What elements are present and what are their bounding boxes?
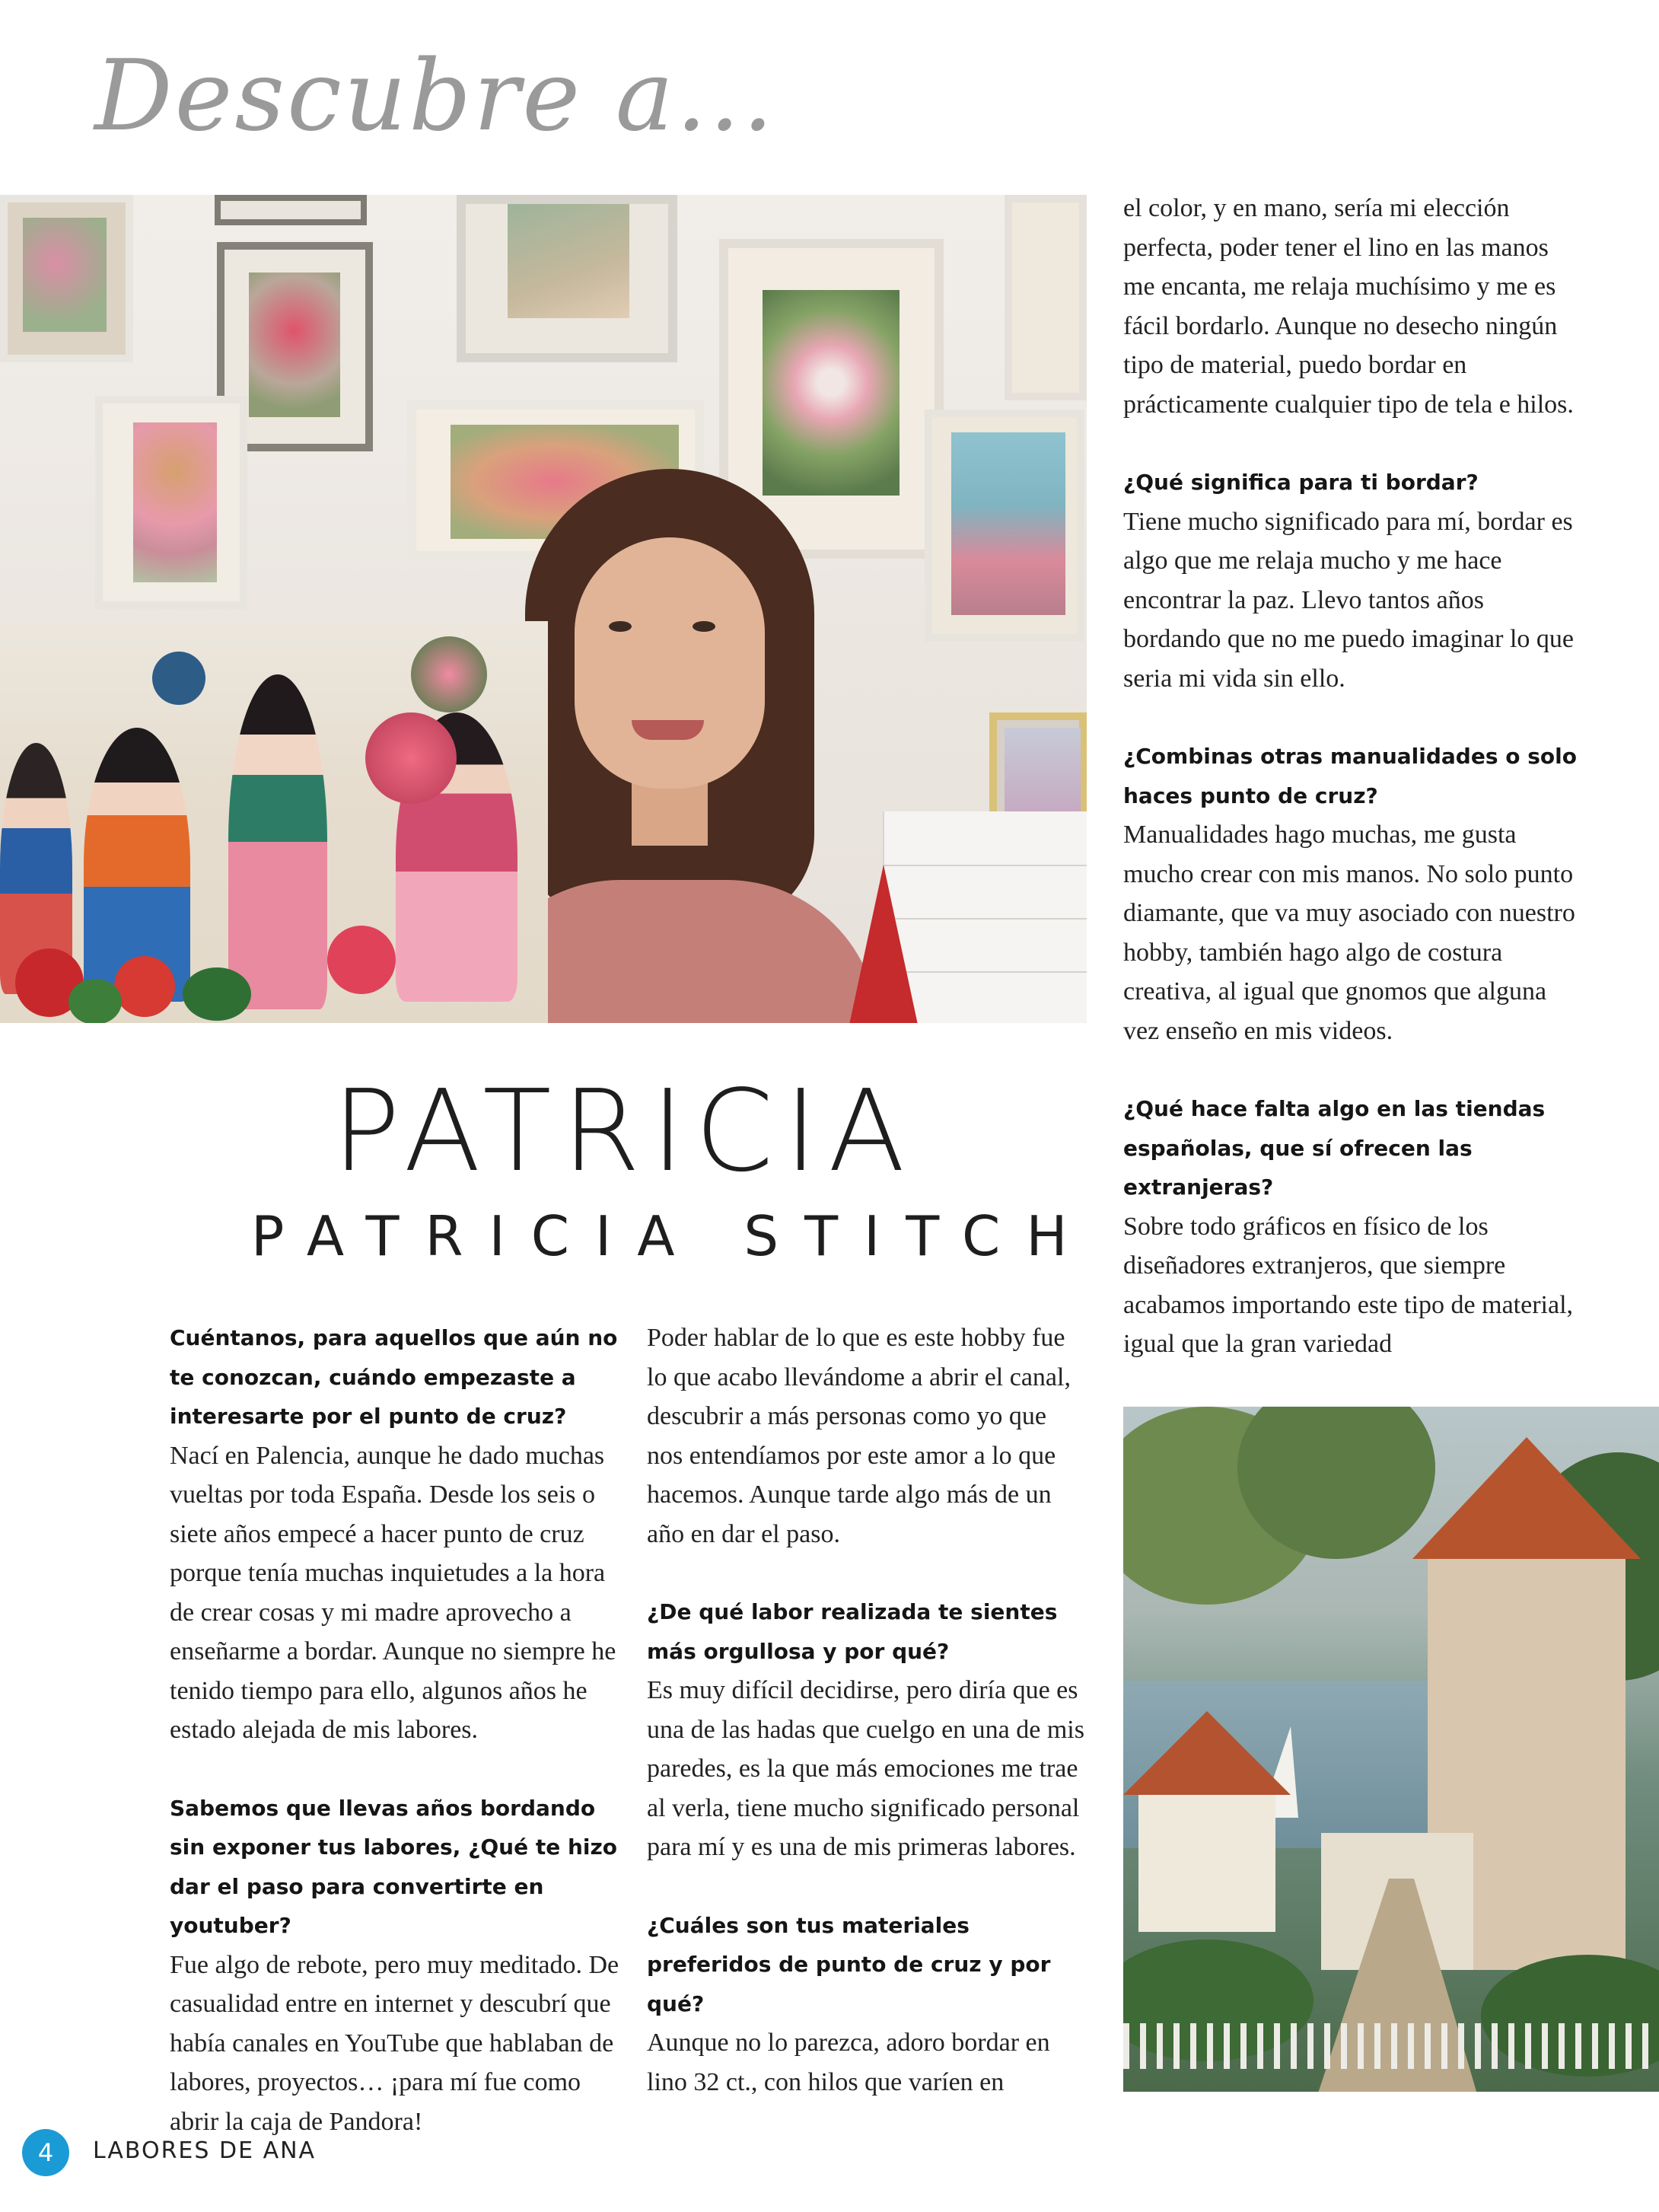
text-column-2 xyxy=(647,1318,1088,2140)
answer: Fue algo de rebote, pero muy meditado. De casualidad entre en internet y descubrí que había canales en YouTube que hablaban de labores, proyectos… ¡para mí fue como abrir la caja de Pandora! xyxy=(170,1950,619,2136)
gazebo xyxy=(1138,1795,1275,1932)
interview-block xyxy=(1123,189,1580,424)
interview-block xyxy=(170,1318,626,1750)
question: Cuéntanos, para aquellos que aún no te conozcan, cuándo empezaste a interesarte por el punto de cruz? xyxy=(170,1325,618,1429)
eye xyxy=(609,621,632,632)
interview-block xyxy=(647,1318,1088,1554)
eye xyxy=(693,621,715,632)
interview-block xyxy=(1123,1089,1580,1364)
framed-embroidery xyxy=(925,410,1084,642)
interview-block xyxy=(647,1592,1088,1867)
framed-embroidery xyxy=(215,195,367,225)
house-roof xyxy=(1412,1437,1641,1559)
text-column-1 xyxy=(170,1318,626,2180)
question: ¿Qué hace falta algo en las tiendas españolas, que sí ofrecen las extranjeras? xyxy=(1123,1096,1546,1200)
house-embroidery-photo xyxy=(1123,1407,1659,2092)
framed-embroidery xyxy=(0,195,133,362)
framed-embroidery xyxy=(95,396,247,609)
answer: Nací en Palencia, aunque he dado muchas vueltas por toda España. Desde los seis o siete años empecé a hacer punto de cruz porque tenía muchas inquietudes a la hora de crear cosas y mi madre aprovecho a enseñarme a bordar. Aunque no siempre he tenido tiempo para ello, algunos años he estado alejada de mis labores. xyxy=(170,1441,616,1744)
section-header: Descubre a... xyxy=(94,40,776,153)
question: ¿De qué labor realizada te sientes más orgullosa y por qué? xyxy=(647,1599,1058,1664)
framed-embroidery xyxy=(1005,195,1087,400)
mouth xyxy=(632,720,704,740)
question: Sabemos que llevas años bordando sin exponer tus labores, ¿Qué te hizo dar el paso para convertirte en youtuber? xyxy=(170,1795,618,1938)
answer-continued: Poder hablar de lo que es este hobby fue lo que acabo llevándome a abrir el canal, descubrir a más personas como yo que nos entendíamos por este amor a lo que hacemos. Aunque tarde algo más de un año en dar el paso. xyxy=(647,1324,1071,1548)
question: ¿Qué significa para ti bordar? xyxy=(1123,470,1479,495)
picket-fence xyxy=(1123,2023,1659,2069)
page-number-badge: 4 xyxy=(22,2129,69,2176)
question: ¿Combinas otras manualidades o solo haces punto de cruz? xyxy=(1123,744,1577,808)
text-column-3 xyxy=(1123,189,1580,1403)
gnome-figure xyxy=(849,865,918,1023)
magazine-name: LABORES DE ANA xyxy=(93,2137,317,2164)
answer-continued: el color, y en mano, sería mi elección perfecta, poder tener el lino en las manos me encanta, me relaja muchísimo y me es fácil bordarlo. Aunque no desecho ningún tipo de material, puedo bordar en prácticamente cualquier tipo de tela e hilos. xyxy=(1123,194,1574,419)
interview-block xyxy=(1123,463,1580,698)
gazebo-roof xyxy=(1123,1711,1291,1795)
geisha-embroidery xyxy=(0,621,548,1023)
answer: Aunque no lo parezca, adoro bordar en lino 32 ct., con hilos que varíen en xyxy=(647,2029,1050,2096)
profile-channel: PATRICIA STITCH xyxy=(251,1204,1094,1268)
portrait-photo xyxy=(0,195,1087,1023)
person-face xyxy=(575,537,765,789)
profile-name: PATRICIA xyxy=(332,1066,916,1197)
framed-embroidery xyxy=(457,195,677,362)
interview-block xyxy=(170,1789,626,2142)
answer: Sobre todo gráficos en físico de los diseñadores extranjeros, que siempre acabamos importando este tipo de material, igual que la gran variedad xyxy=(1123,1212,1574,1358)
answer: Manualidades hago muchas, me gusta mucho crear con mis manos. No solo punto diamante, que va muy asociado con nuestro hobby, también hago algo de costura creativa, al igual que gnomos que alguna vez enseño en mis videos. xyxy=(1123,821,1575,1045)
interview-block xyxy=(1123,737,1580,1050)
question: ¿Cuáles son tus materiales preferidos de punto de cruz y por qué? xyxy=(647,1912,1051,2016)
interview-block xyxy=(647,1906,1088,2102)
answer: Es muy difícil decidirse, pero diría que es una de las hadas que cuelgo en una de mis paredes, es la que más emociones me trae al verla, tiene mucho significado personal para mí y es una de mis primeras labores. xyxy=(647,1676,1084,1861)
answer: Tiene mucho significado para mí, bordar es algo que me relaja mucho y me hace encontrar la paz. Llevo tantos años bordando que no me puedo imaginar lo que seria mi vida sin ello. xyxy=(1123,507,1575,693)
